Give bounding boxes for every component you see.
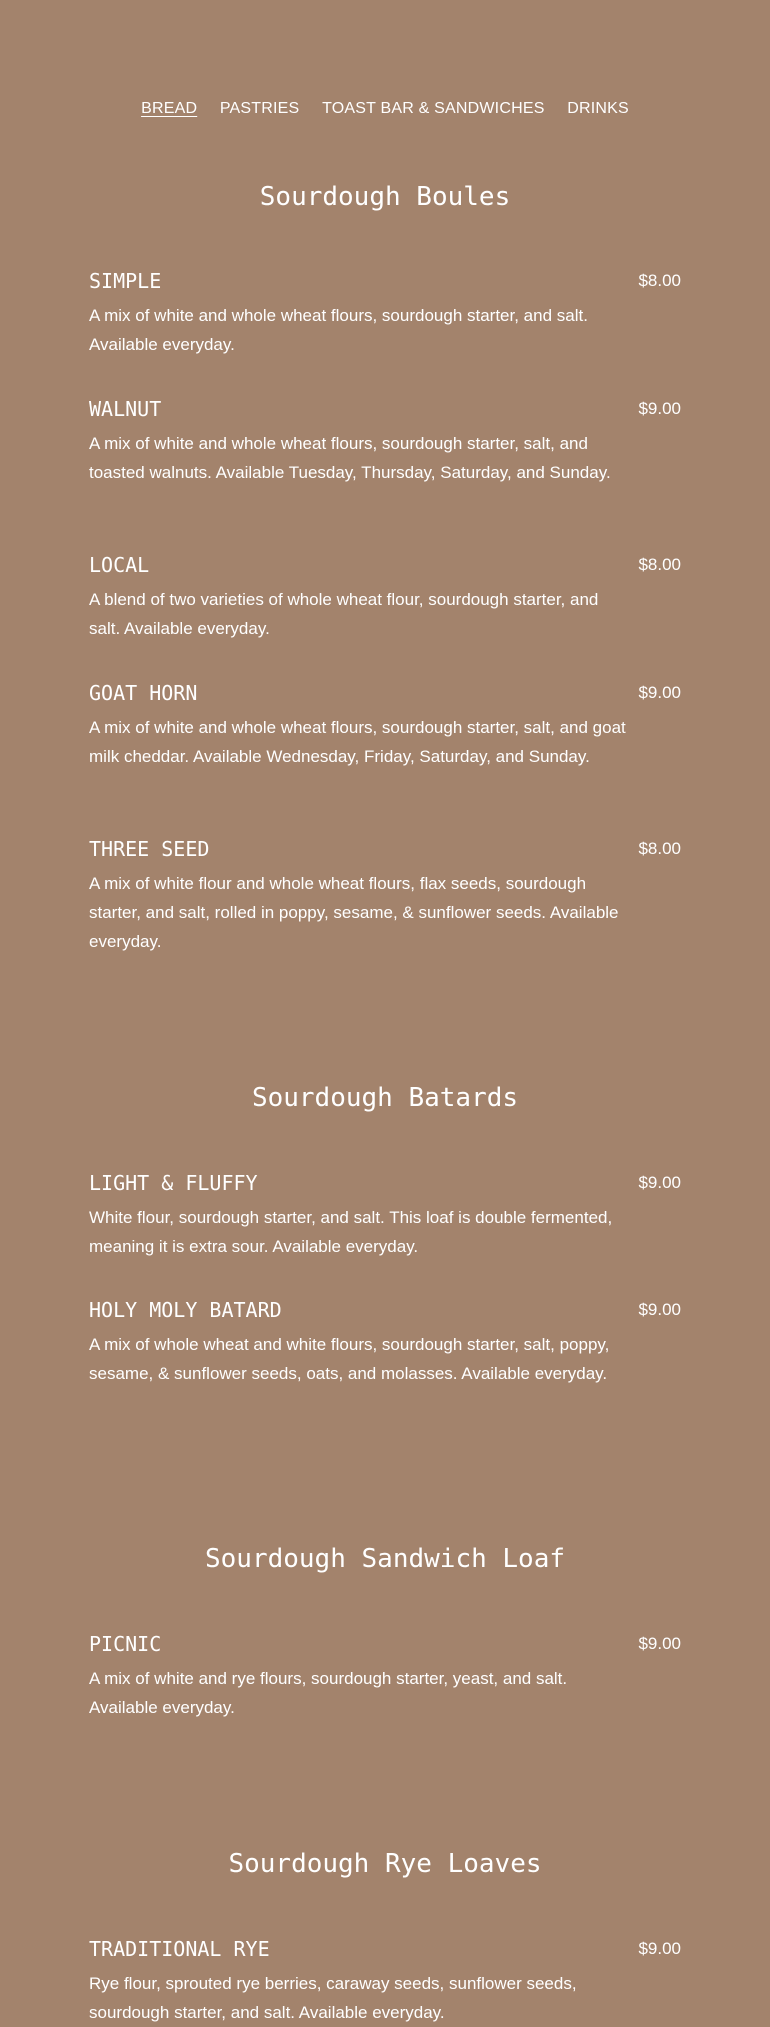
section-title-sourdough-batards: Sourdough Batards [251, 1083, 519, 1113]
item-name: THREE SEED [89, 837, 210, 861]
item-description: White flour, sourdough starter, and salt. This loaf is double fermented, meaning it is extra sour. Available everyday. [89, 1208, 613, 1256]
nav-item-pastries[interactable]: PASTRIES [219, 100, 300, 117]
menu-item [89, 1936, 681, 2027]
item-description: A blend of two varieties of whole wheat flour, sourdough starter, and salt. Available everyday. [89, 590, 599, 638]
item-name: GOAT HORN [89, 681, 198, 705]
item-description: A mix of white and whole wheat flours, sourdough starter, salt, and toasted walnuts. Available Tuesday, Thursday, Saturday, and Sunday. [89, 434, 611, 482]
item-price: $9.00 [638, 1300, 681, 1319]
item-price: $8.00 [638, 271, 681, 290]
nav-item-drinks[interactable]: DRINKS [567, 100, 629, 117]
item-price: $9.00 [638, 1634, 681, 1653]
item-name: LIGHT & FLUFFY [89, 1171, 258, 1195]
item-name: TRADITIONAL RYE [89, 1937, 270, 1961]
item-price: $9.00 [638, 1173, 681, 1192]
section-title-sourdough-boules: Sourdough Boules [259, 182, 511, 212]
item-price: $9.00 [638, 683, 681, 702]
item-description: A mix of white and whole wheat flours, sourdough starter, salt, and goat milk cheddar. Available Wednesday, Friday, Saturday, and Sunday. [89, 718, 626, 766]
item-price: $9.00 [638, 1939, 681, 1958]
item-description: A mix of white flour and whole wheat flours, flax seeds, sourdough starter, and salt, rolled in poppy, sesame, & sunflower seeds. Available everyday. [89, 874, 619, 951]
item-price: $8.00 [638, 555, 681, 574]
item-name: PICNIC [89, 1632, 162, 1656]
menu-item [89, 836, 681, 956]
item-name: WALNUT [89, 397, 162, 421]
menu-item [89, 680, 681, 771]
menu-item [89, 1297, 681, 1388]
item-description: Rye flour, sprouted rye berries, caraway seeds, sunflower seeds, sourdough starter, and salt. Available everyday. [89, 1974, 577, 2022]
section-title-sourdough-sandwich-loaf: Sourdough Sandwich Loaf [204, 1544, 566, 1574]
nav-item-bread[interactable]: BREAD [141, 100, 198, 117]
item-name: HOLY MOLY BATARD [89, 1298, 282, 1322]
item-price: $9.00 [638, 399, 681, 418]
section-title-sourdough-rye-loaves: Sourdough Rye Loaves [228, 1849, 542, 1879]
menu-item [89, 1631, 681, 1722]
item-description: A mix of white and whole wheat flours, sourdough starter, and salt. Available everyday. [89, 306, 588, 354]
item-description: A mix of whole wheat and white flours, sourdough starter, salt, poppy, sesame, & sunflower seeds, oats, and molasses. Available everyday. [89, 1335, 610, 1383]
menu-item [89, 268, 681, 359]
item-name: LOCAL [89, 553, 150, 577]
item-price: $8.00 [638, 839, 681, 858]
nav-item-toast-bar-sandwiches[interactable]: TOAST BAR & SANDWICHES [322, 100, 545, 117]
menu-item [89, 552, 681, 643]
menu-item [89, 396, 681, 487]
main-nav [0, 100, 770, 118]
item-name: SIMPLE [89, 269, 162, 293]
menu-item [89, 1170, 681, 1261]
item-description: A mix of white and rye flours, sourdough starter, yeast, and salt. Available everyday. [89, 1669, 568, 1717]
